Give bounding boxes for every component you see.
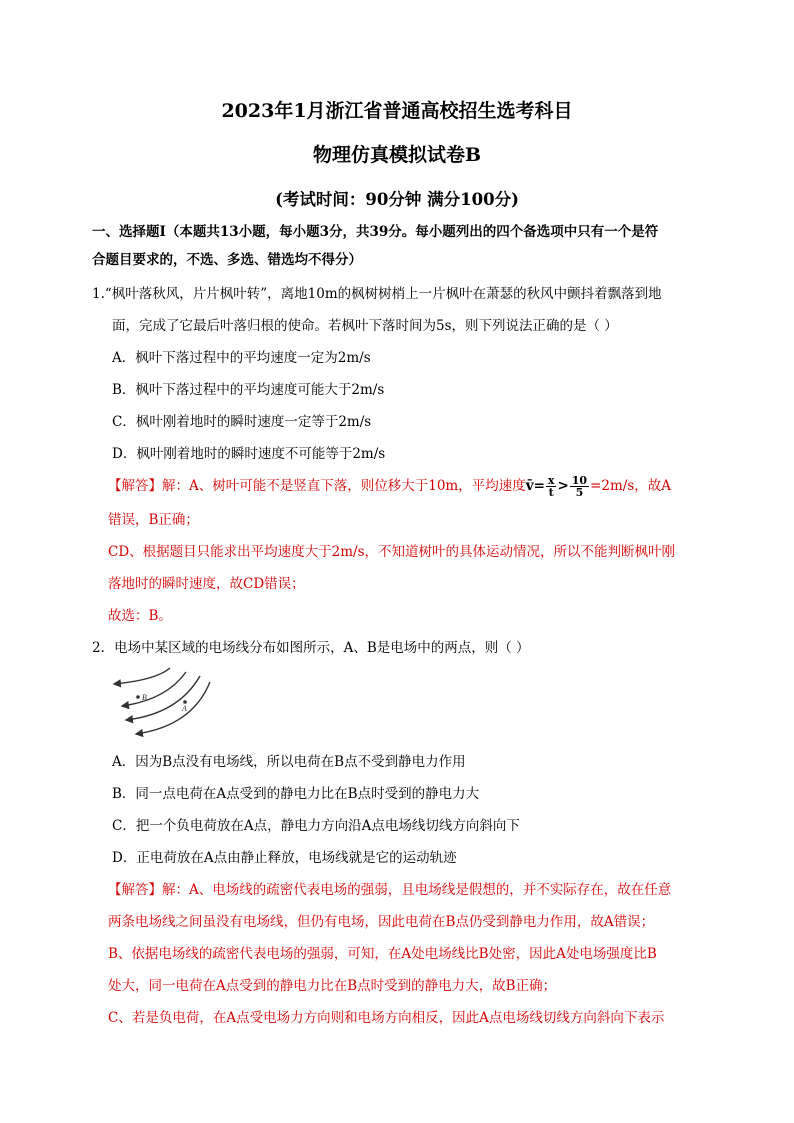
q2-option-a: A．因为B点没有电场线，所以电荷在B点不受到静电力作用 <box>112 754 466 770</box>
q2-stem: 2．电场中某区域的电场线分布如图所示，A、B是电场中的两点，则（ ） <box>92 640 530 656</box>
q2-answer-line4: 处大，同一电荷在A点受到的静电力比在B点时受到的静电力大，故B正确； <box>108 978 557 994</box>
point-b-dot <box>136 695 140 699</box>
q1-answer-line4: 落地时的瞬时速度，故CD错误； <box>108 576 305 592</box>
q2-option-c: C．把一个负电荷放在A点，静电力方向沿A点电场线切线方向斜向下 <box>112 818 520 834</box>
q1-formula-eq: = <box>533 478 545 494</box>
q1-formula-frac1 <box>546 475 557 498</box>
q2-option-d: D．正电荷放在A点由静止释放，电场线就是它的运动轨迹 <box>112 850 457 866</box>
exam-info: (考试时间：90分钟 满分100分) <box>275 190 519 209</box>
q1-answer-prefix: 【解答】解：A、树叶可能不是竖直下落，则位移大于10m，平均速度 <box>108 478 526 494</box>
q1-formula-den2: 5 <box>575 486 584 499</box>
q2-answer-line2: 两条电场线之间虽没有电场线，但仍有电场，因此电荷在B点仍受到静电力作用，故A错误； <box>108 914 655 930</box>
q1-answer-line5: 故选：B。 <box>108 608 172 624</box>
q2-option-b: B．同一点电荷在A点受到的静电力比在B点时受到的静电力大 <box>112 786 480 802</box>
q2-answer-line3: B、依据电场线的疏密代表电场的强弱，可知，在A处电场线比B处密，因此A处电场强度比B <box>108 946 657 962</box>
electric-field-figure <box>108 664 218 738</box>
q1-option-d: D．枫叶刚着地时的瞬时速度不可能等于2m/s <box>112 446 386 462</box>
section-header-line2: 合题目要求的，不选、多选、错选均不得分） <box>92 252 362 268</box>
section-header-line1: 一、选择题Ⅰ（本题共13小题，每小题3分，共39分。每小题列出的四个备选项中只有一个是符 <box>92 224 659 240</box>
page-title: 2023年1月浙江省普通高校招生选考科目 <box>221 100 573 122</box>
field-line-4 <box>136 682 210 734</box>
q1-answer-suffix: =2m/s，故A <box>590 478 672 494</box>
q1-stem-line1: 1.“枫叶落秋风，片片枫叶转”，离地10m的枫树树梢上一片枫叶在萧瑟的秋风中颤抖着飘落到地 <box>92 286 662 302</box>
q1-option-b: B．枫叶下落过程中的平均速度可能大于2m/s <box>112 382 385 398</box>
q1-answer-line1 <box>108 474 671 498</box>
point-b-label: B <box>142 693 147 702</box>
q1-answer-line2: 错误，B正确； <box>108 512 199 528</box>
q1-formula-num2: 10 <box>571 474 588 487</box>
point-a-label: A <box>182 704 187 713</box>
q1-option-a: A．枫叶下落过程中的平均速度一定为2m/s <box>112 350 371 366</box>
q1-stem-line2: 面，完成了它最后叶落归根的使命。若枫叶下落时间为5s，则下列说法正确的是（ ） <box>112 318 618 334</box>
q1-formula <box>525 474 590 499</box>
field-line-1 <box>114 668 170 684</box>
q1-formula-vbar: v̄ <box>525 478 534 494</box>
q1-formula-frac2 <box>570 475 589 498</box>
q1-option-c: C．枫叶刚着地时的瞬时速度一定等于2m/s <box>112 414 372 430</box>
q1-formula-gt: > <box>557 478 569 494</box>
q2-answer-line5: C、若是负电荷，在A点受电场力方向则和电场方向相反，因此A点电场线切线方向斜向下表示 <box>108 1010 665 1026</box>
q2-answer-line1: 【解答】解：A、电场线的疏密代表电场的强弱，且电场线是假想的，并不实际存在，故在任意 <box>108 882 672 898</box>
page-subtitle: 物理仿真模拟试卷B <box>312 144 482 166</box>
q1-formula-den1: t <box>548 486 554 499</box>
q1-answer-line3: CD、根据题目只能求出平均速度大于2m/s，不知道树叶的具体运动情况，所以不能判断枫叶刚 <box>108 544 676 560</box>
q1-formula-num1: x <box>547 474 555 487</box>
